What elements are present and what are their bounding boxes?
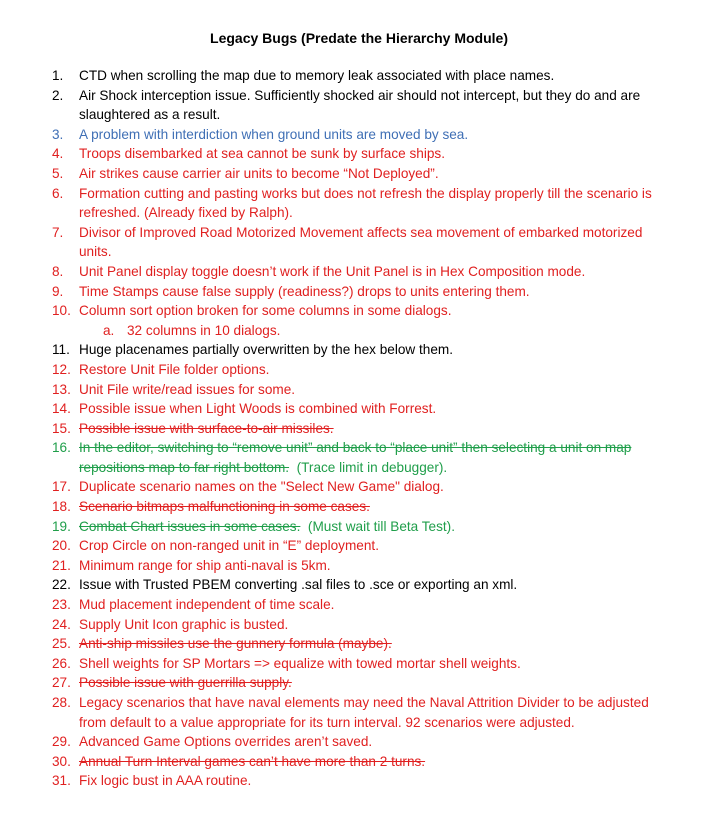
item-number: 16. <box>52 440 71 456</box>
item-text: Minimum range for ship anti-naval is 5km. <box>79 557 331 573</box>
item-number: 22. <box>52 577 71 593</box>
list-item <box>0 556 718 576</box>
list-item <box>0 223 718 262</box>
list-item <box>0 497 718 517</box>
list-item <box>0 380 718 400</box>
item-number: 6. <box>52 185 64 201</box>
item-number: 10. <box>52 303 71 319</box>
item-number: 26. <box>52 655 71 671</box>
item-text: Issue with Trusted PBEM converting .sal files to .sce or exporting an xml. <box>79 577 518 593</box>
item-number: 2. <box>52 87 64 103</box>
item-number: 28. <box>52 695 71 710</box>
list-item <box>0 615 718 635</box>
item-text: Air Shock interception issue. Sufficiently shocked air should not intercept, but they do and are slaughtered as a result. <box>79 87 641 123</box>
item-number: 25. <box>52 636 71 652</box>
sub-item-text: 32 columns in 10 dialogs. <box>127 322 281 338</box>
list-item <box>0 575 718 595</box>
item-text: Mud placement independent of time scale. <box>79 597 335 613</box>
item-number: 27. <box>52 675 71 691</box>
item-text: Fix logic bust in AAA routine. <box>79 773 252 789</box>
item-text: Restore Unit File folder options. <box>79 361 270 377</box>
item-number: 11. <box>52 342 70 358</box>
item-text: Column sort option broken for some columns in some dialogs. <box>79 303 452 319</box>
item-text: Possible issue with guerrilla supply. <box>79 675 292 691</box>
item-number: 13. <box>52 381 71 397</box>
sub-item-number: a. <box>103 322 115 338</box>
item-text: Troops disembarked at sea cannot be sunk by surface ships. <box>79 146 445 162</box>
item-number: 19. <box>52 518 71 534</box>
item-number: 5. <box>52 165 64 181</box>
item-number: 30. <box>52 753 71 769</box>
list-item <box>0 732 718 752</box>
item-text: Possible issue when Light Woods is combined with Forrest. <box>79 401 437 417</box>
list-item <box>0 164 718 184</box>
item-text: Unit Panel display toggle doesn’t work if the Unit Panel is in Hex Composition mode. <box>79 263 586 279</box>
list-item <box>0 693 718 732</box>
item-text: Possible issue with surface-to-air missiles. <box>79 420 334 436</box>
item-text: CTD when scrolling the map due to memory leak associated with place names. <box>79 68 555 83</box>
item-note: (Must wait till Beta Test). <box>300 518 455 534</box>
item-text: Crop Circle on non-ranged unit in “E” deployment. <box>79 538 379 554</box>
list-item <box>0 262 718 282</box>
list-item <box>0 125 718 145</box>
item-text: Duplicate scenario names on the "Select New Game" dialog. <box>79 479 444 495</box>
item-text: Advanced Game Options overrides aren’t saved. <box>79 734 373 750</box>
list-item <box>0 654 718 674</box>
item-number: 14. <box>52 401 71 417</box>
item-text: Formation cutting and pasting works but does not refresh the display properly till the scenario is refreshed. (Already fixed by Ralph). <box>79 185 652 221</box>
list-item <box>0 771 718 791</box>
list-item <box>0 86 718 125</box>
item-text: A problem with interdiction when ground units are moved by sea. <box>79 126 469 142</box>
list-item <box>0 438 718 477</box>
item-number: 21. <box>52 557 71 573</box>
item-number: 4. <box>52 146 64 162</box>
item-text: Combat Chart issues in some cases. <box>79 518 301 534</box>
list-item <box>0 184 718 223</box>
item-text: Annual Turn Interval games can’t have more than 2 turns. <box>79 753 426 769</box>
list-item <box>0 301 718 321</box>
item-number: 12. <box>52 361 71 377</box>
list-item <box>0 399 718 419</box>
sub-list-item <box>0 321 718 341</box>
item-number: 20. <box>52 538 71 554</box>
item-number: 1. <box>52 68 64 83</box>
list-item <box>0 634 718 654</box>
item-text: Divisor of Improved Road Motorized Movement affects sea movement of embarked motorized units. <box>79 224 643 260</box>
list-item <box>0 752 718 772</box>
list-item <box>0 517 718 537</box>
document-title: Legacy Bugs (Predate the Hierarchy Module) <box>210 30 508 46</box>
item-text: Air strikes cause carrier air units to become “Not Deployed”. <box>79 165 439 181</box>
list-item <box>0 477 718 497</box>
item-number: 29. <box>52 734 71 750</box>
bug-list <box>0 66 718 791</box>
item-text: Shell weights for SP Mortars => equalize with towed mortar shell weights. <box>79 655 521 671</box>
item-number: 7. <box>52 224 64 240</box>
item-number: 17. <box>52 479 71 495</box>
item-number: 18. <box>52 499 71 515</box>
item-note: (Trace limit in debugger). <box>289 459 448 475</box>
item-number: 8. <box>52 263 64 279</box>
list-item <box>0 595 718 615</box>
list-item <box>0 340 718 360</box>
item-text: Time Stamps cause false supply (readiness?) drops to units entering them. <box>79 283 530 299</box>
item-text: In the editor, switching to “remove unit” and back to “place unit” then selecting a unit on map repositions map to far right bottom. <box>79 440 632 475</box>
list-item <box>0 419 718 439</box>
list-item <box>0 536 718 556</box>
item-text: Scenario bitmaps malfunctioning in some cases. <box>79 499 370 515</box>
item-number: 9. <box>52 283 64 299</box>
item-number: 31. <box>52 773 71 789</box>
item-text: Unit File write/read issues for some. <box>79 381 296 397</box>
list-item <box>0 144 718 164</box>
item-number: 3. <box>52 126 64 142</box>
item-number: 24. <box>52 616 71 632</box>
item-text: Huge placenames partially overwritten by the hex below them. <box>79 342 454 358</box>
item-number: 23. <box>52 597 71 613</box>
item-number: 15. <box>52 420 71 436</box>
list-item <box>0 360 718 380</box>
item-text: Anti-ship missiles use the gunnery formula (maybe). <box>79 636 392 652</box>
item-text: Legacy scenarios that have naval elements may need the Naval Attrition Divider to be adjusted from default to a value appropriate for its turn interval. 92 scenarios were adjusted. <box>79 695 649 730</box>
item-text: Supply Unit Icon graphic is busted. <box>79 616 289 632</box>
list-item <box>0 673 718 693</box>
list-item <box>0 66 718 86</box>
list-item <box>0 282 718 302</box>
